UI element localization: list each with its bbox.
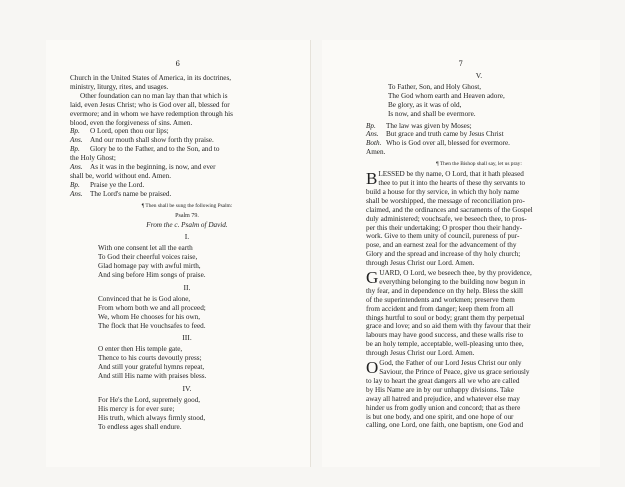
stanza-number: III.	[182, 333, 192, 343]
prayer-line: everything belonging to the building now begun in	[379, 277, 526, 286]
prayer-line: God, the Father of our Lord Jesus Christ our only	[379, 359, 522, 368]
prayer-line: LESSED be thy name, O Lord, that it hath pleased	[378, 170, 524, 179]
response-line	[366, 139, 592, 148]
rubric: ¶ Then the Bishop shall say, let us pray:	[436, 161, 522, 168]
text-line: blood, even the forgiveness of sins. Amen.	[70, 118, 193, 127]
response-line	[366, 130, 592, 139]
rubric: ¶ Then shall be sung the following Psalm:	[141, 202, 233, 209]
prayer-line: work. Give to them unity of council, pureness of pur-	[366, 232, 520, 241]
prayer-line: from accident and from danger; keep them from all	[366, 304, 514, 313]
prayer-paragraph	[366, 359, 592, 430]
stanza	[70, 385, 304, 432]
verse-line: With one consent let all the earth	[98, 244, 193, 253]
prayer-line: through Jesus Christ our Lord. Amen.	[366, 349, 475, 358]
text-line: shall be, world without end. Amen.	[70, 171, 172, 180]
verse-line: And still His name with praises bless.	[98, 372, 207, 381]
verse-line: Be glory, as it was of old,	[388, 100, 462, 109]
prayer-line: per this their undertaking; O prosper thou their handy-	[366, 223, 523, 232]
stanza	[70, 233, 304, 280]
stanza	[70, 284, 304, 331]
verse-line: To God their cheerful voices raise,	[98, 253, 198, 262]
prayer-line: labours may have good success, and these walls rise to	[366, 331, 524, 340]
right-column	[366, 72, 592, 430]
prayer-line: by His Name are in by our unhappy divisions. Take	[366, 385, 514, 394]
verse-line: And still your grateful hymns repeat,	[98, 363, 205, 372]
verse-line: To Father, Son, and Holy Ghost,	[388, 82, 482, 91]
text-line: Church in the United States of America, in its doctrines,	[70, 74, 232, 82]
stanza-number: V.	[475, 71, 483, 80]
prayer-line: through Jesus Christ our Lord. Amen.	[366, 259, 475, 268]
prayer-line: is but one body, and one spirit, and one hope of our	[366, 412, 514, 421]
prayer-line: be an holy temple, acceptable, well-pleasing unto thee,	[366, 340, 524, 349]
response-line	[70, 190, 304, 199]
prayer-line: calling, one Lord, one faith, one baptism, one God and	[366, 421, 524, 430]
stanza-number: I.	[184, 232, 190, 242]
verse-line: The flock that He vouchsafes to feed.	[98, 321, 206, 330]
text-line: the Holy Ghost;	[70, 154, 116, 163]
drop-cap: B	[366, 169, 378, 189]
response-text: Glory be to the Father, and to the Son, and to	[90, 145, 220, 154]
response-text: As it was in the beginning, is now, and ever	[90, 163, 216, 172]
prayer-line: hinder us from godly union and concord; that as there	[366, 403, 521, 412]
speaker: Ans.	[366, 130, 379, 139]
left-column	[70, 74, 304, 432]
verse-line: To endless ages shall endure.	[98, 422, 182, 431]
response-line	[70, 163, 304, 172]
verse-line: We, whom He chooses for his own,	[98, 312, 201, 321]
prayer-line: shall be worshipped, the message of reconciliation pro-	[366, 196, 525, 205]
text-line: Amen.	[366, 148, 386, 157]
verse-line: His mercy is for ever sure;	[98, 404, 175, 413]
page-number: 7	[458, 60, 464, 68]
response-line	[70, 136, 304, 145]
text-line: ministry, liturgy, rites, and usages.	[70, 82, 169, 91]
response-text: The law was given by Moses;	[386, 121, 472, 130]
response-text: The Lord's name be praised.	[90, 189, 172, 198]
text-line: Other foundation can no man lay than that which is	[80, 91, 228, 100]
verse-line: From whom both we and all proceed;	[98, 303, 206, 312]
prayer-line: Glory and the spread and increase of thy holy church;	[366, 250, 521, 259]
response-line	[70, 145, 304, 154]
response-text: But grace and truth came by Jesus Christ	[386, 130, 504, 139]
prayer-line: things hurtful to soul or body; grant them thy perpetual	[366, 313, 525, 322]
response-text: And our mouth shall show forth thy praise.	[90, 136, 214, 145]
prayer-line: Saviour, the Prince of Peace, give us grace seriously	[379, 368, 530, 376]
prayer-line: of the superintendents and workmen; preserve them	[366, 295, 515, 304]
prayer-line: thy fear, and in dependence on thy help. Bless the skill	[366, 286, 523, 295]
speaker: Bp.	[70, 180, 80, 189]
response-text: O Lord, open thou our lips;	[90, 127, 169, 136]
prayer-line: duly administered; vouchsafe, we beseech thee, to pros-	[366, 214, 527, 223]
speaker: Ans.	[70, 136, 83, 145]
prayer-line: thee to put it into the hearts of these thy servants to	[378, 178, 526, 187]
text-line: evermore; and in whom we have redemption through his	[70, 109, 233, 118]
prayer-line: grace and love; and so aid them with thy favour that their	[366, 322, 531, 331]
verse-line: And sing before Him songs of praise.	[98, 271, 206, 280]
left-page	[46, 40, 311, 467]
speaker: Ans.	[70, 163, 83, 172]
verse-line: O enter then His temple gate,	[98, 345, 183, 354]
response-line	[366, 122, 592, 131]
response-line	[70, 127, 304, 136]
speaker: Bp.	[70, 127, 80, 136]
speaker: Bp.	[70, 145, 80, 154]
verse-line: Glad homage pay with awful mirth,	[98, 262, 201, 271]
psalm-reference: Psalm 79.	[175, 212, 199, 219]
speaker: Both.	[366, 139, 382, 148]
prayer-line: pose, and an earnest zeal for the advancement of thy	[366, 241, 517, 250]
response-text: Who is God over all, blessed for evermore.	[386, 139, 510, 148]
prayer-line: build a house for thy service, in which thy holy name	[366, 187, 520, 196]
verse-line: Convinced that he is God alone,	[98, 294, 191, 303]
psalm-title: From the c. Psalm of David.	[146, 220, 228, 229]
prayer-line: to lay to heart the great dangers all we who are called	[366, 376, 520, 385]
verse-line: For He's the Lord, supremely good,	[98, 395, 201, 404]
right-page	[322, 40, 600, 467]
stanza-number: IV.	[182, 384, 192, 393]
verse-line: Thence to his courts devoutly press;	[98, 354, 202, 363]
prayer-paragraph	[366, 170, 592, 268]
drop-cap: O	[366, 358, 379, 378]
verse-line: His truth, which always firmly stood,	[98, 413, 206, 422]
page-number: 6	[175, 60, 181, 68]
prayer-line: UARD, O Lord, we beseech thee, by thy providence,	[379, 269, 532, 278]
drop-cap: G	[366, 268, 379, 288]
verse-line: Is now, and shall be evermore.	[388, 109, 476, 118]
text-line: laid, even Jesus Christ; who is God over all, blessed for	[70, 100, 230, 109]
prayer-line: away all hatred and prejudice, and whatever else may	[366, 394, 520, 403]
verse-line: The God whom earth and Heaven adore,	[388, 91, 505, 100]
speaker: Ans.	[70, 189, 83, 198]
prayer-line: claimed, and the ordinances and sacraments of the Gospel	[366, 205, 533, 214]
stanza	[70, 334, 304, 381]
stanza-number: II.	[183, 282, 191, 292]
prayer-paragraph	[366, 269, 592, 358]
response-line	[70, 181, 304, 190]
speaker: Bp.	[366, 121, 376, 130]
response-text: Praise ye the Lord.	[90, 180, 145, 189]
